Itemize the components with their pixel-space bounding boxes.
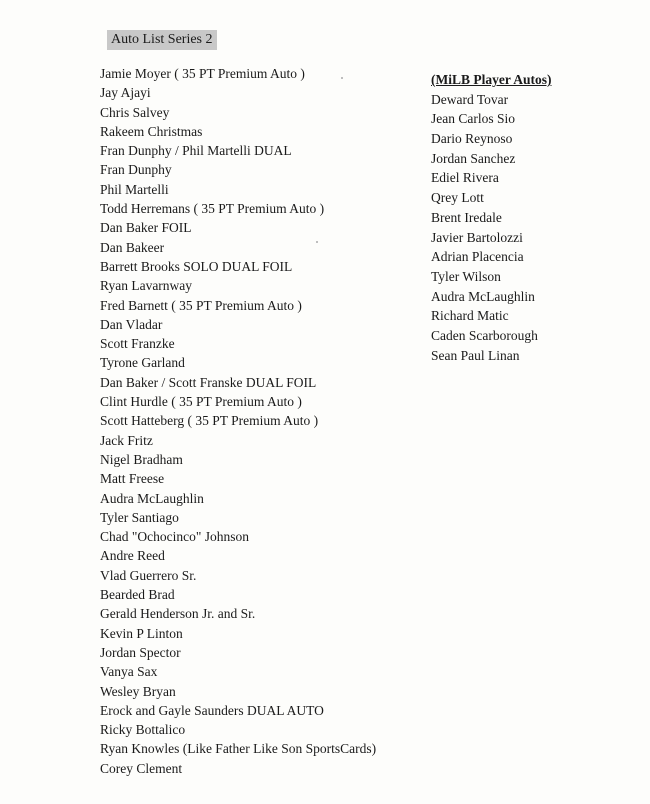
list-item: Jordan Sanchez bbox=[431, 150, 516, 166]
list-item: Vlad Guerrero Sr. bbox=[100, 567, 197, 583]
list-item: Dan Bakeer bbox=[100, 239, 165, 255]
list-item: Sean Paul Linan bbox=[431, 347, 520, 363]
list-item: Brent Iredale bbox=[431, 209, 502, 225]
list-item: Kevin P Linton bbox=[100, 625, 183, 641]
list-item: Rakeem Christmas bbox=[100, 123, 203, 139]
list-item: Ediel Rivera bbox=[431, 170, 499, 186]
list-item: Bearded Brad bbox=[100, 587, 175, 603]
list-item: Fran Dunphy bbox=[100, 162, 172, 178]
list-item: Ryan Lavarnway bbox=[100, 278, 193, 294]
list-item: Vanya Sax bbox=[100, 664, 158, 680]
list-item: Dan Vladar bbox=[100, 316, 163, 332]
list-item: Gerald Henderson Jr. and Sr. bbox=[100, 606, 256, 622]
list-item: Phil Martelli bbox=[100, 181, 169, 197]
list-item: Audra McLaughlin bbox=[100, 490, 204, 506]
list-item: Chris Salvey bbox=[100, 104, 170, 120]
scan-speck bbox=[341, 77, 343, 79]
list-item: Clint Hurdle ( 35 PT Premium Auto ) bbox=[100, 394, 302, 410]
auto-list bbox=[100, 64, 430, 778]
list-item: Deward Tovar bbox=[431, 91, 509, 107]
list-item: Corey Clement bbox=[100, 760, 183, 776]
list-item: Jamie Moyer ( 35 PT Premium Auto ) bbox=[100, 66, 305, 81]
list-item: Jay Ajayi bbox=[100, 85, 151, 101]
list-item: Wesley Bryan bbox=[100, 683, 176, 699]
scan-speck bbox=[316, 241, 318, 243]
list-item: Scott Hatteberg ( 35 PT Premium Auto ) bbox=[100, 413, 319, 429]
list-item: Dario Reynoso bbox=[431, 131, 513, 147]
list-item: Jean Carlos Sio bbox=[431, 111, 515, 127]
list-item: Ricky Bottalico bbox=[100, 722, 186, 738]
milb-heading: (MiLB Player Autos) bbox=[431, 72, 552, 87]
list-item: Nigel Bradham bbox=[100, 451, 183, 467]
page-title: Auto List Series 2 bbox=[107, 30, 217, 50]
list-item: Scott Franzke bbox=[100, 336, 175, 352]
list-item: Tyrone Garland bbox=[100, 355, 185, 371]
list-item: Erock and Gayle Saunders DUAL AUTO bbox=[100, 702, 324, 718]
list-item: Andre Reed bbox=[100, 548, 165, 564]
list-item: Barrett Brooks SOLO DUAL FOIL bbox=[100, 258, 293, 274]
list-item: Audra McLaughlin bbox=[431, 288, 535, 304]
list-item: Todd Herremans ( 35 PT Premium Auto ) bbox=[100, 201, 325, 217]
list-item: Chad "Ochocinco" Johnson bbox=[100, 529, 250, 545]
list-item: Jack Fritz bbox=[100, 432, 153, 448]
list-item: Richard Matic bbox=[431, 308, 509, 324]
list-item: Tyler Wilson bbox=[431, 268, 501, 284]
milb-auto-list bbox=[431, 70, 631, 365]
list-item: Tyler Santiago bbox=[100, 509, 179, 525]
list-item: Caden Scarborough bbox=[431, 327, 538, 343]
list-item: Qrey Lott bbox=[431, 190, 484, 206]
list-item: Fran Dunphy / Phil Martelli DUAL bbox=[100, 143, 292, 159]
list-item: Jordan Spector bbox=[100, 644, 181, 660]
list-item: Adrian Placencia bbox=[431, 249, 524, 265]
list-item: Ryan Knowles (Like Father Like Son SportsCards) bbox=[100, 741, 377, 757]
list-item: Dan Baker / Scott Franske DUAL FOIL bbox=[100, 374, 317, 390]
list-item: Javier Bartolozzi bbox=[431, 229, 523, 245]
list-item: Matt Freese bbox=[100, 471, 165, 487]
list-item: Dan Baker FOIL bbox=[100, 220, 192, 236]
list-item: Fred Barnett ( 35 PT Premium Auto ) bbox=[100, 297, 302, 313]
